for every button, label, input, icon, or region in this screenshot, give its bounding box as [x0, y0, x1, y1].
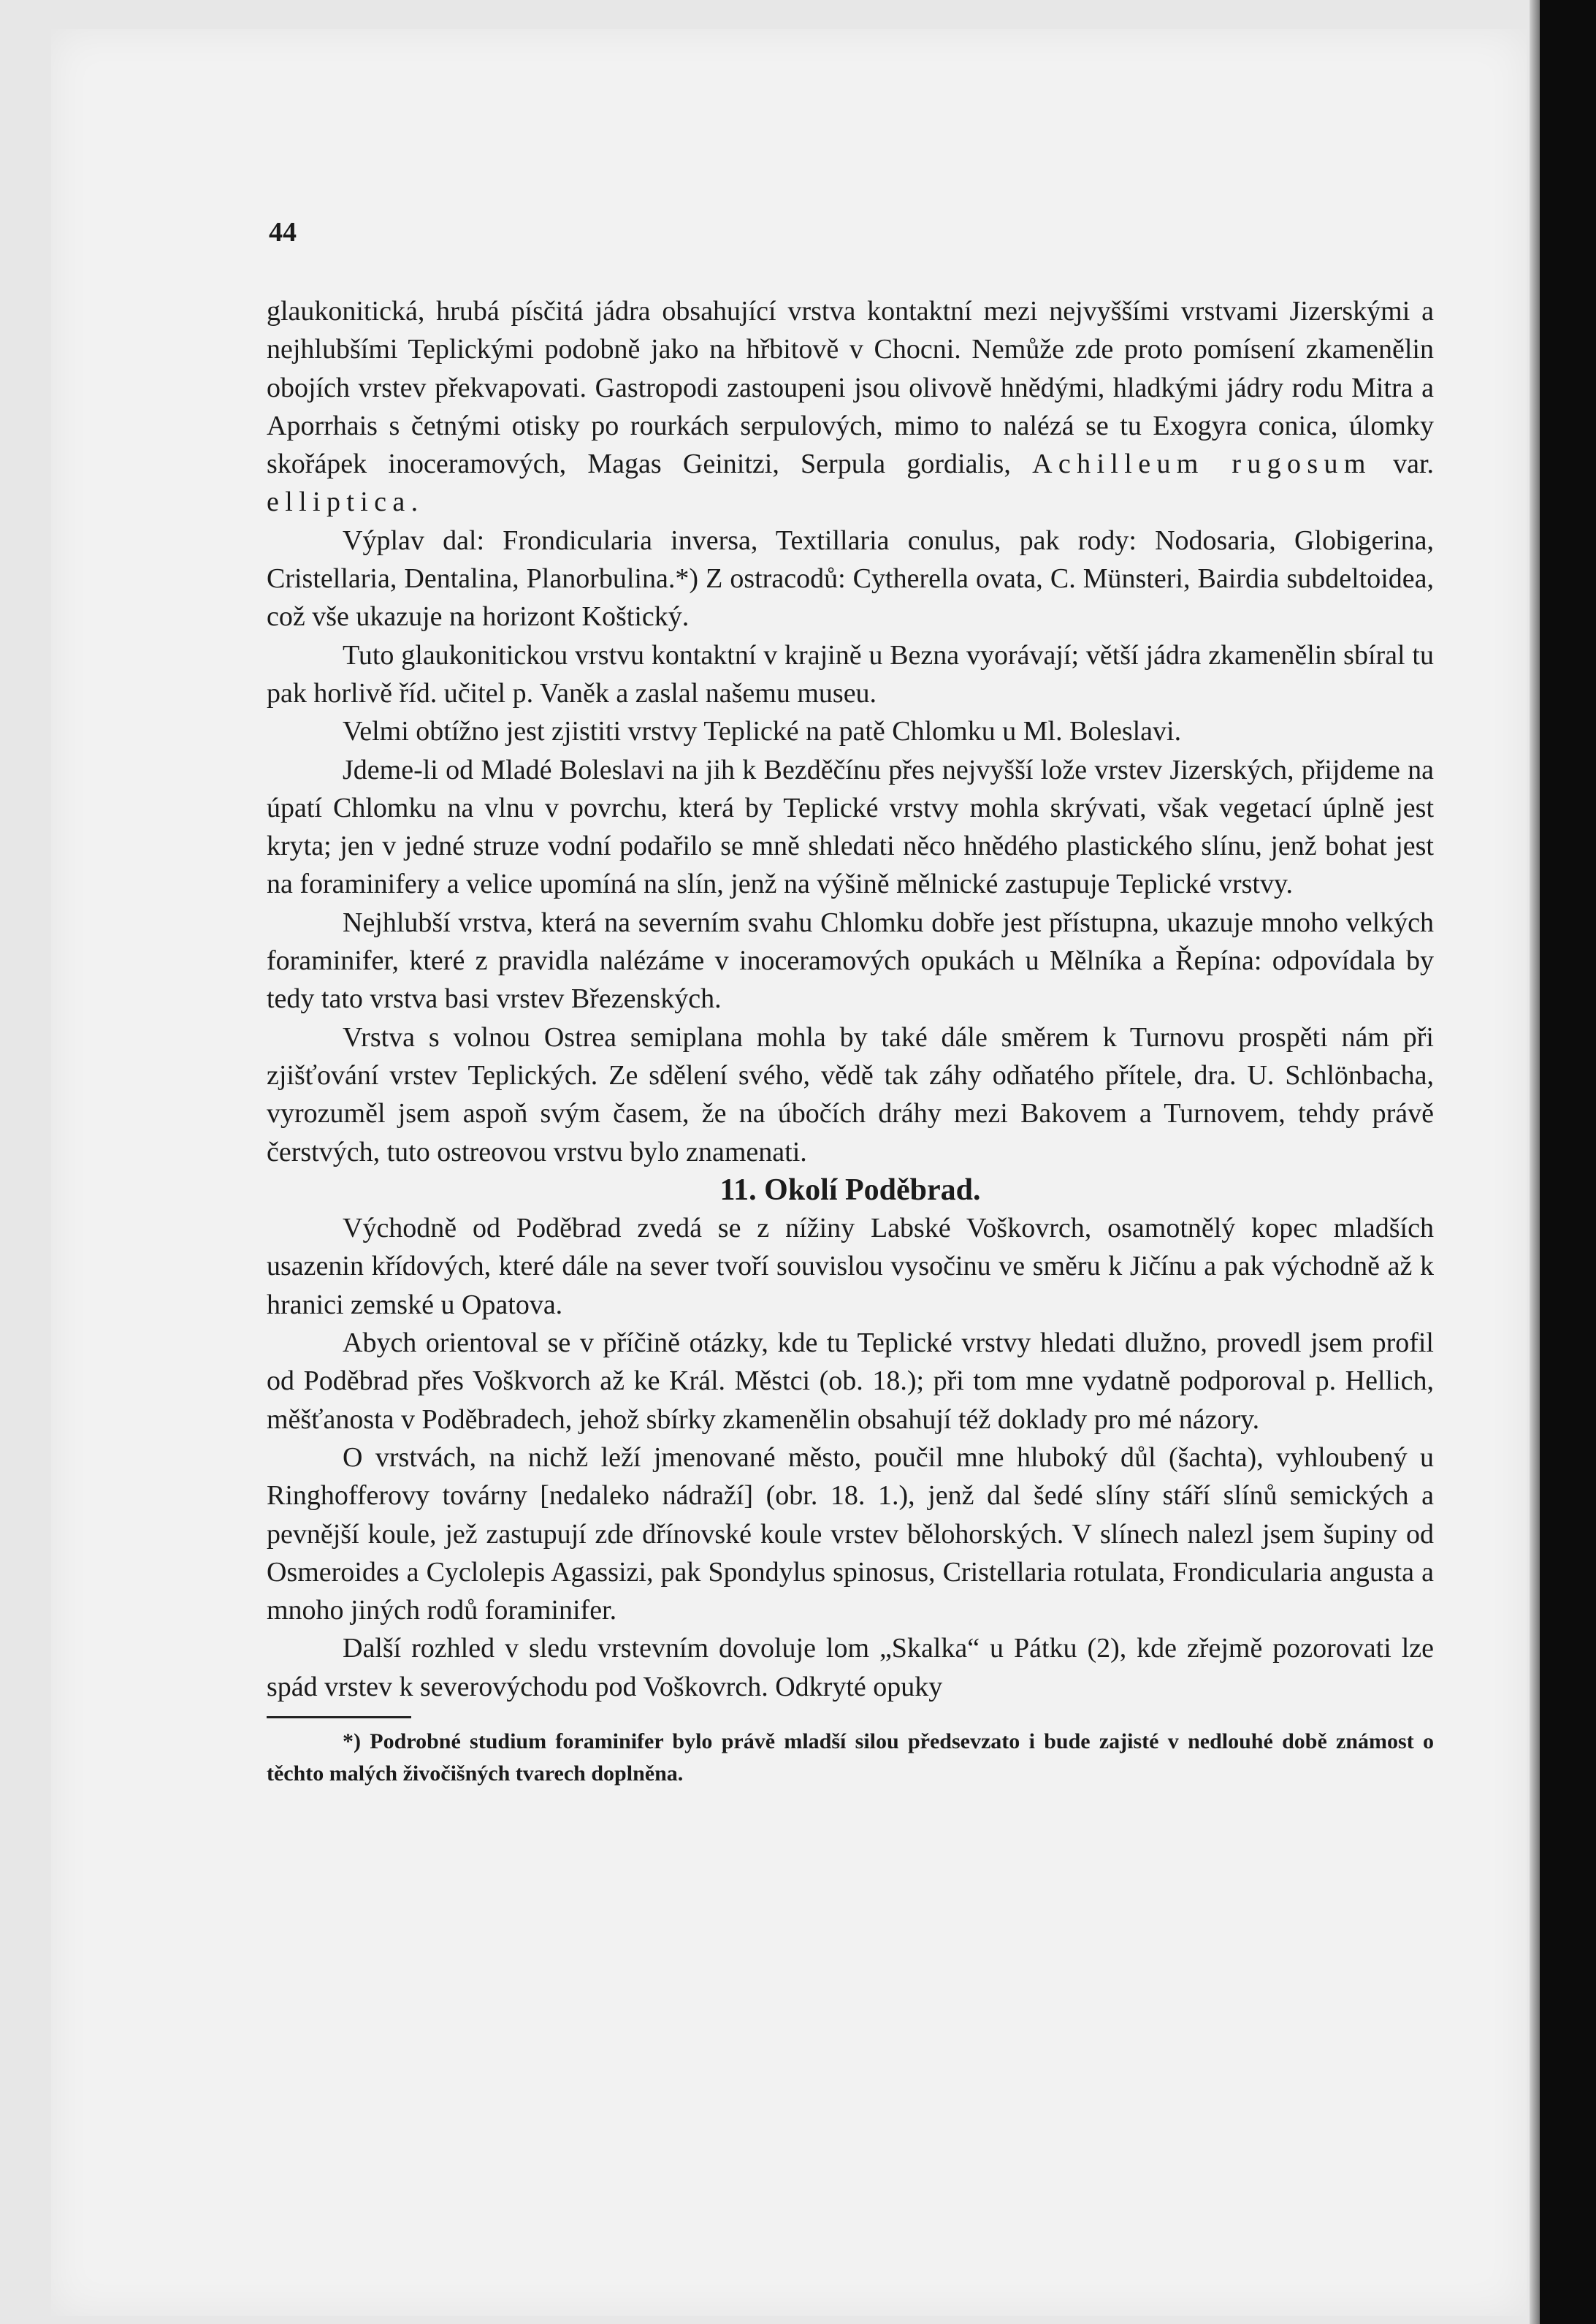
paragraph-4: Velmi obtížno jest zjistiti vrstvy Teplické na patě Chlomku u Ml. Boleslavi. — [343, 716, 1182, 747]
paragraph-10: O vrstvách, na nichž leží jmenované město, poučil mne hluboký důl (šachta), vyhloubený u Ringhofferovy továrny [nedaleko nádraží] (obr. 18. 1.), jenž dal šedé slíny stáří slínů semických a pevnější koule, jež zastupují zde dřínovské koule vrstev bělohorských. V slínech nalezl jsem šupiny od Osmeroides a Cyclolepis Agassizi, pak Spondylus spinosus, Cristellaria rotulata, Frondicularia angusta a mnoho jiných rodů foraminifer. — [267, 1441, 1434, 1626]
paragraph-7: Vrstva s volnou Ostrea semiplana mohla by také dále směrem k Turnovu prospěti nám při zjišťování vrstev Teplických. Ze sdělení svého, vědě tak záhy odňatého přítele, dra. U. Schlönbacha, vyrozuměl jsem aspoň svým časem, že na úbočích dráhy mezi Bakovem a Turnovem, tehdy právě čerstvých, tuto ostreovou vrstvu bylo znamenati. — [267, 1021, 1434, 1167]
species-var: var. — [1393, 449, 1435, 480]
footnote-text: *) Podrobné studium foraminifer bylo právě mladší silou předsevzato i bude zajisté v nedlouhé době známost o těchto malých živočišných tvarech doplněna. — [267, 1729, 1434, 1786]
species-achilleum-rugosum: Achilleum rugosum — [1032, 449, 1372, 480]
paragraph-11: Další rozhled v sledu vrstevním dovoluje lom „Skalka“ u Pátku (2), kde zřejmě pozorovati lze spád vrstev k severovýchodu pod Voškovrch. Odkryté opuky — [267, 1633, 1434, 1702]
paragraph-1-text: glaukonitická, hrubá písčitá jádra obsahující vrstva kontaktní mezi nejvyššími vrstvami Jizerskými a nejhlubšími Teplickými podobně jako na hřbitově v Chocni. Nemůže zde proto pomísení zkamenělin obojích vrstev překvapovati. Gastropodi zastoupeni jsou olivově hnědými, hladkými jádry rodu Mitra a Aporrhais s četnými otisky po rourkách serpulových, mimo to nalézá se tu Exogyra conica, úlomky skořápek inoceramových, Magas Geinitzi, Serpula gordialis, — [267, 296, 1434, 480]
paragraph-2: Výplav dal: Frondicularia inversa, Textillaria conulus, pak rody: Nodosaria, Globigerina, Cristellaria, Dentalina, Planorbulina.*) Z ostracodů: Cytherella ovata, C. Münsteri, Bairdia subdeltoidea, což vše ukazuje na horizont Koštický. — [267, 525, 1434, 633]
paragraph-8: Východně od Poděbrad zvedá se z nížiny Labské Voškovrch, osamotnělý kopec mladších usazenin křídových, které dále na sever tvoří souvislou vysočinu ve směru k Jičínu a pak východně až k hranici zemské u Opatova. — [267, 1213, 1434, 1320]
book-spine — [1540, 0, 1596, 2324]
section-heading: 11. Okolí Poděbrad. — [719, 1173, 981, 1207]
paragraph-9: Abych orientoval se v příčině otázky, kde tu Teplické vrstvy hledati dlužno, provedl jsem profil od Poděbrad přes Voškvorch až ke Král. Městci (ob. 18.); při tom mne vydatně podporoval p. Hellich, měšťanosta v Poděbradech, jehož sbírky zkamenělin obsahují též doklady pro mé názory. — [267, 1327, 1434, 1435]
species-elliptica: elliptica. — [267, 487, 424, 518]
paragraph-5: Jdeme-li od Mladé Boleslavi na jih k Bezděčínu přes nejvyšší lože vrstev Jizerských, přijdeme na úpatí Chlomku na vlnu v povrchu, která by Teplické vrstvy mohla skrývati, však vegetací úplně jest kryta; jen v jedné struze vodní podařilo se mně shledati něco hnědého plastického slínu, jenž bohat jest na foraminifery a velice upomíná na slín, jenž na výšině mělnické zastupuje Teplické vrstvy. — [267, 754, 1434, 900]
footnote — [267, 1726, 1434, 1790]
paragraph-6: Nejhlubší vrstva, která na severním svahu Chlomku dobře jest přístupna, ukazuje mnoho velkých foraminifer, které z pravidla nalézáme v inoceramových opukách u Mělníka a Řepína: odpovídala by tedy tato vrstva basi vrstev Březenských. — [267, 907, 1434, 1015]
paragraph-1 — [267, 292, 1434, 522]
footnote-rule — [267, 1716, 411, 1718]
body-text — [267, 292, 1434, 1790]
paragraph-3: Tuto glaukonitickou vrstvu kontaktní v krajině u Bezna vyorávají; větší jádra zkamenělin sbíral tu pak horlivě říd. učitel p. Vaněk a zaslal našemu museu. — [267, 639, 1434, 709]
page-number: 44 — [269, 217, 297, 248]
